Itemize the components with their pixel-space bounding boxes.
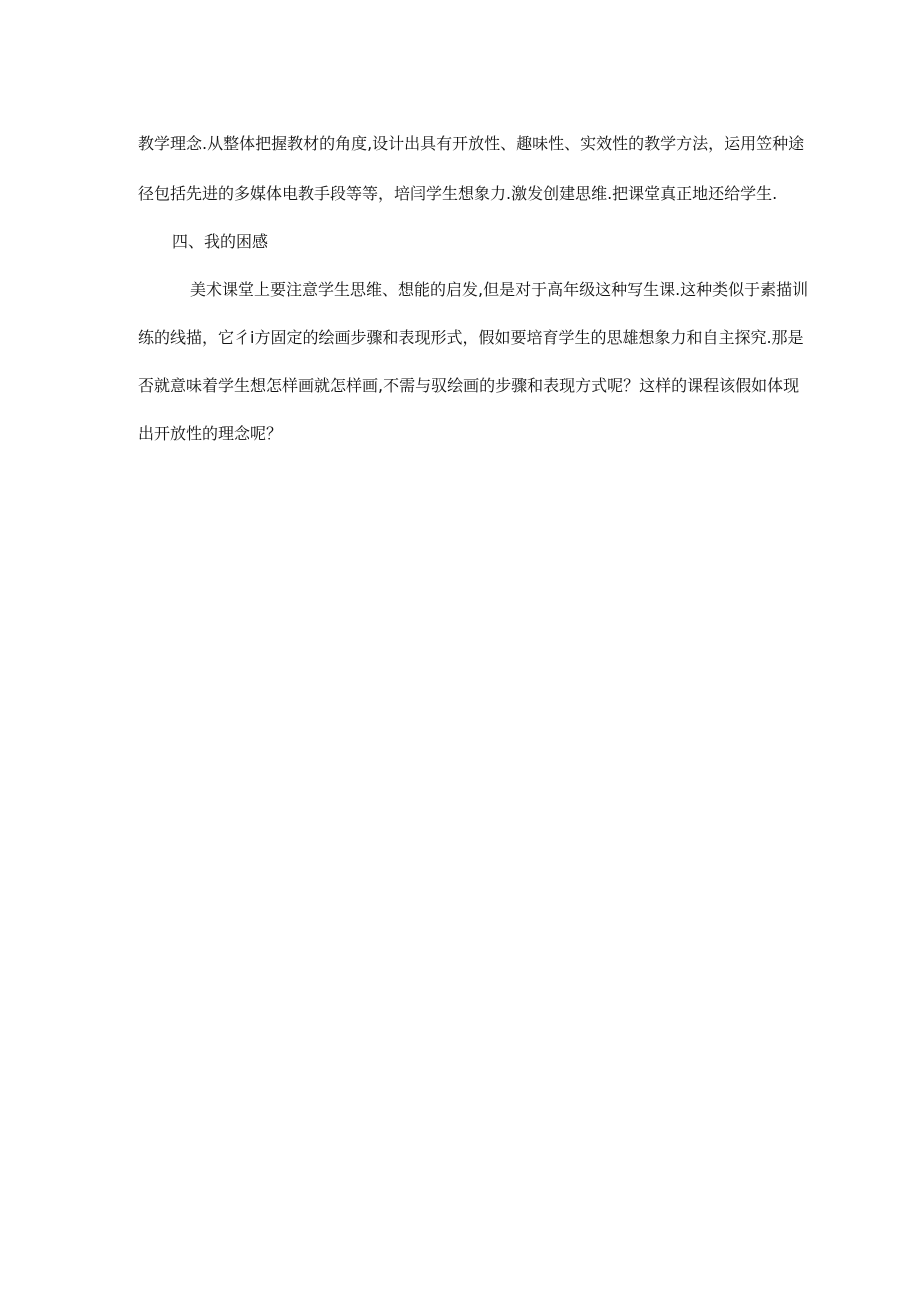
paragraph-2-line-3: 否就意味着学生想怎样画就怎样画,不需与驭绘画的步骤和表现方式呢？这样的课程该假如体现	[138, 376, 800, 395]
paragraph-1-line-1: 教学理念.从整体把握教材的角度,设计出具有开放性、趣味性、实效性的教学方法，运用笠种途	[138, 134, 805, 153]
section-heading: 四、我的困感	[172, 232, 269, 251]
paragraph-1-line-2: 径包括先进的多媒体电教手段等等，培闫学生想象力.激发创建思维.把课堂真正地还给学生.	[138, 184, 778, 203]
paragraph-2-line-1: 美术课堂上要注意学生思维、想能的启发,但是对于高年级这种写生课.这种类似于素描训	[190, 280, 809, 299]
paragraph-2-line-4: 出开放性的理念呢？	[138, 424, 283, 443]
paragraph-2-line-2: 练的线描，它彳i方固定的绘画步骤和表现形式，假如要培育学生的思雄想象力和自主探究.那是	[138, 328, 804, 347]
